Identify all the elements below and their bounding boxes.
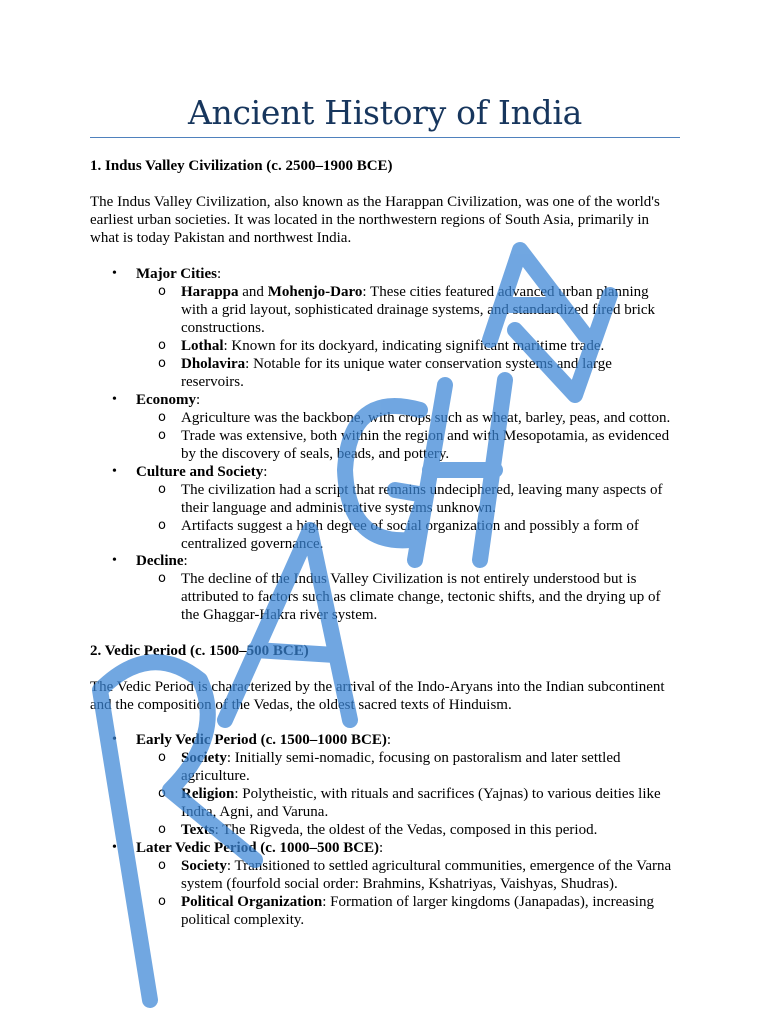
list-item-line: political complexity. <box>181 912 305 928</box>
list-item: Political Organization: Formation of larger kingdoms (Janapadas), increasing <box>181 894 654 910</box>
list-item: Artifacts suggest a high degree of social organization and possibly a form of <box>181 518 639 534</box>
list-item-line: attributed to factors such as climate change, tectonic shifts, and the drying up of <box>181 589 661 605</box>
circle-bullet-icon: o <box>158 894 166 909</box>
list-item-line: by the discovery of seals, beads, and pottery. <box>181 446 450 462</box>
list-item-line: the Ghaggar-Hakra river system. <box>181 607 378 623</box>
circle-bullet-icon: o <box>158 410 166 425</box>
paragraph-line: and the composition of the Vedas, the oldest sacred texts of Hinduism. <box>90 697 512 713</box>
paragraph-line: earliest urban societies. It was located in the northwestern regions of South Asia, primarily in <box>90 212 650 228</box>
paragraph-line: The Vedic Period is characterized by the arrival of the Indo-Aryans into the Indian subcontinent <box>90 679 665 695</box>
circle-bullet-icon: o <box>158 518 166 533</box>
bullet-icon: • <box>112 732 117 747</box>
list-item: Texts: The Rigveda, the oldest of the Vedas, composed in this period. <box>181 822 598 838</box>
list-item-line: with a grid layout, sophisticated drainage systems, and standardized fired brick <box>181 302 656 318</box>
list-item: Early Vedic Period (c. 1500–1000 BCE): <box>136 732 391 748</box>
circle-bullet-icon: o <box>158 786 166 801</box>
title-underline <box>90 137 680 138</box>
circle-bullet-icon: o <box>158 858 166 873</box>
page-title: Ancient History of India <box>188 93 582 132</box>
bullet-icon: • <box>112 392 117 407</box>
paragraph-line: what is today Pakistan and northwest India. <box>90 230 352 246</box>
circle-bullet-icon: o <box>158 356 166 371</box>
list-item: The civilization had a script that remains undeciphered, leaving many aspects of <box>181 482 663 498</box>
list-item: Agriculture was the backbone, with crops such as wheat, barley, peas, and cotton. <box>181 410 671 426</box>
circle-bullet-icon: o <box>158 571 166 586</box>
section-heading: 2. Vedic Period (c. 1500–500 BCE) <box>90 643 309 659</box>
circle-bullet-icon: o <box>158 338 166 353</box>
list-item: Harappa and Mohenjo-Daro: These cities featured advanced urban planning <box>181 284 649 300</box>
bullet-icon: • <box>112 464 117 479</box>
list-item: Decline: <box>136 553 188 569</box>
list-item: Society: Transitioned to settled agricultural communities, emergence of the Varna <box>181 858 672 874</box>
list-item: Later Vedic Period (c. 1000–500 BCE): <box>136 840 384 856</box>
list-item-line: constructions. <box>181 320 265 336</box>
list-item-line: centralized governance. <box>181 536 324 552</box>
circle-bullet-icon: o <box>158 822 166 837</box>
circle-bullet-icon: o <box>158 750 166 765</box>
list-item-line: their language and administrative systems unknown. <box>181 500 496 516</box>
circle-bullet-icon: o <box>158 482 166 497</box>
bullet-icon: • <box>112 553 117 568</box>
list-item-line: agriculture. <box>181 768 250 784</box>
list-item: Dholavira: Notable for its unique water conservation systems and large <box>181 356 612 372</box>
paragraph-line: The Indus Valley Civilization, also known as the Harappan Civilization, was one of the world's <box>90 194 660 210</box>
circle-bullet-icon: o <box>158 284 166 299</box>
list-item: Economy: <box>136 392 201 408</box>
list-item: Trade was extensive, both within the region and with Mesopotamia, as evidenced <box>181 428 670 444</box>
list-item: The decline of the Indus Valley Civilization is not entirely understood but is <box>181 571 637 587</box>
list-item: Society: Initially semi-nomadic, focusing on pastoralism and later settled <box>181 750 621 766</box>
bullet-icon: • <box>112 266 117 281</box>
circle-bullet-icon: o <box>158 428 166 443</box>
list-item: Major Cities: <box>136 266 222 282</box>
list-item-line: Indra, Agni, and Varuna. <box>181 804 329 820</box>
section-heading: 1. Indus Valley Civilization (c. 2500–1900 BCE) <box>90 158 393 174</box>
list-item: Religion: Polytheistic, with rituals and sacrifices (Yajnas) to various deities like <box>181 786 661 802</box>
list-item: Culture and Society: <box>136 464 268 480</box>
list-item: Lothal: Known for its dockyard, indicating significant maritime trade. <box>181 338 605 354</box>
bullet-icon: • <box>112 840 117 855</box>
list-item-line: reservoirs. <box>181 374 244 390</box>
list-item-line: system (fourfold social order: Brahmins, Kshatriyas, Vaishyas, Shudras). <box>181 876 618 892</box>
